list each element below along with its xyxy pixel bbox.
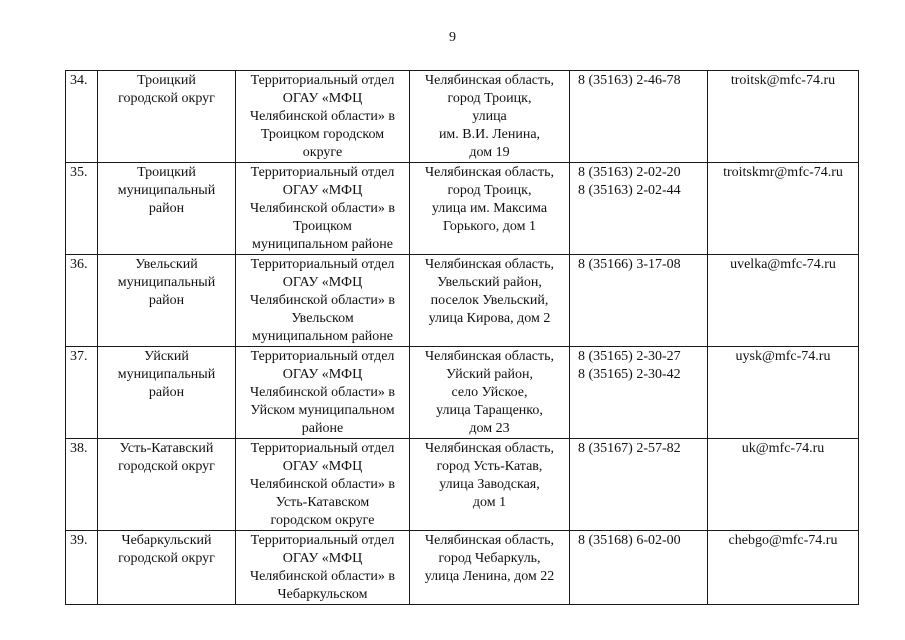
office-line: округе [302,145,343,160]
district-line: городской округ [118,459,215,474]
office-line: Чебаркульском [277,587,368,602]
district-line: Троицкий [137,165,196,180]
email-address: troitsk@mfc-74.ru [730,73,836,88]
office-line: ОГАУ «МФЦ [282,459,363,474]
email-cell [708,347,859,439]
district-line: Усть-Катавский [119,441,214,456]
address-line: Челябинская область, [425,441,554,456]
office-line: ОГАУ «МФЦ [282,551,363,566]
office-line: Территориальный отдел [250,441,395,456]
phone-cell [570,439,708,531]
email-address: uvelka@mfc-74.ru [730,257,836,272]
email-cell [708,439,859,531]
district-line: городской округ [118,91,215,106]
office-line: Территориальный отдел [250,257,395,272]
address-line: улица им. Максима [431,201,548,216]
table-row [66,255,859,347]
phone-cell [570,163,708,255]
office-line: Территориальный отдел [250,165,395,180]
office-line: районе [301,421,344,436]
office-line: ОГАУ «МФЦ [282,183,363,198]
address-line: улица Заводская, [439,477,540,492]
email-address: uysk@mfc-74.ru [735,349,831,364]
office-cell [236,439,410,531]
phone-number: 8 (35165) 2-30-42 [578,367,681,382]
office-line: Челябинской области» в [249,569,396,584]
address-line: город Троицк, [447,91,532,106]
office-line: муниципальном районе [251,237,394,252]
address-line: Горького, дом 1 [443,219,536,234]
phone-number: 8 (35163) 2-46-78 [578,73,681,88]
office-line: городском округе [270,513,375,528]
table-row [66,439,859,531]
phone-number: 8 (35163) 2-02-44 [578,183,681,198]
office-cell [236,71,410,163]
address-line: Челябинская область, [425,533,554,548]
district-line: муниципальный [117,183,216,198]
row-number: 37. [66,347,98,439]
address-line: дом 19 [469,145,510,160]
office-line: Челябинской области» в [249,109,396,124]
district-line: Увельский [135,257,198,272]
district-line: Чебаркульский [121,533,212,548]
district-cell [98,255,236,347]
email-address: uk@mfc-74.ru [741,441,825,456]
office-cell [236,163,410,255]
address-cell [410,439,570,531]
row-number: 39. [66,531,98,605]
table-row [66,71,859,163]
address-line: город Чебаркуль, [438,551,541,566]
office-line: Территориальный отдел [250,533,395,548]
office-cell [236,347,410,439]
office-line: ОГАУ «МФЦ [282,91,363,106]
email-cell [708,71,859,163]
office-line: Челябинской области» в [249,293,396,308]
address-cell [410,347,570,439]
district-line: муниципальный [117,275,216,290]
address-line: дом 1 [472,495,507,510]
district-cell [98,531,236,605]
table-row [66,347,859,439]
row-number: 35. [66,163,98,255]
district-line: Уйский [144,349,189,364]
phone-cell [570,71,708,163]
email-address: chebgo@mfc-74.ru [728,533,838,548]
office-line: муниципальном районе [251,329,394,344]
phone-cell [570,531,708,605]
district-line: Троицкий [137,73,196,88]
district-line: городской округ [118,551,215,566]
address-line: улица Таращенко, [436,403,543,418]
address-line: дом 23 [469,421,510,436]
district-cell [98,439,236,531]
office-line: Троицком городском [260,127,385,142]
office-line: Территориальный отдел [250,349,395,364]
address-line: город Усть-Катав, [436,459,543,474]
phone-number: 8 (35165) 2-30-27 [578,349,681,364]
district-cell [98,71,236,163]
phone-number: 8 (35166) 3-17-08 [578,257,681,272]
address-line: село Уйское, [451,385,528,400]
row-number: 38. [66,439,98,531]
district-line: район [148,293,185,308]
district-cell [98,347,236,439]
phone-number: 8 (35168) 6-02-00 [578,533,681,548]
office-line: Увельском [291,311,354,326]
district-line: муниципальный [117,367,216,382]
table-row [66,531,859,605]
address-line: Челябинская область, [425,165,554,180]
phone-cell [570,347,708,439]
address-line: улица Ленина, дом 22 [424,569,555,584]
address-line: улица Кирова, дом 2 [428,311,551,326]
office-cell [236,255,410,347]
address-line: им. В.И. Ленина, [438,127,541,142]
mfc-offices-table [65,70,859,605]
table-row [66,163,859,255]
address-cell [410,71,570,163]
email-address: troitskmr@mfc-74.ru [723,165,843,180]
address-line: Увельский район, [437,275,542,290]
address-line: Челябинская область, [425,257,554,272]
page-number: 9 [449,30,456,45]
district-cell [98,163,236,255]
phone-number: 8 (35163) 2-02-20 [578,165,681,180]
address-cell [410,255,570,347]
office-line: Челябинской области» в [249,477,396,492]
phone-number: 8 (35167) 2-57-82 [578,441,681,456]
address-line: поселок Увельский, [430,293,549,308]
address-cell [410,163,570,255]
district-line: район [148,201,185,216]
email-cell [708,255,859,347]
office-line: Челябинской области» в [249,201,396,216]
address-line: город Троицк, [447,183,532,198]
address-line: Челябинская область, [425,349,554,364]
office-line: Троицком [293,219,352,234]
email-cell [708,163,859,255]
office-cell [236,531,410,605]
office-line: ОГАУ «МФЦ [282,275,363,290]
row-number: 34. [66,71,98,163]
address-line: Уйский район, [446,367,533,382]
address-line: Челябинская область, [425,73,554,88]
phone-cell [570,255,708,347]
address-line: улица [472,109,507,124]
office-line: Челябинской области» в [249,385,396,400]
row-number: 36. [66,255,98,347]
office-line: Уйском муниципальном [250,403,395,418]
email-cell [708,531,859,605]
office-line: Усть-Катавском [275,495,370,510]
address-cell [410,531,570,605]
office-line: ОГАУ «МФЦ [282,367,363,382]
district-line: район [148,385,185,400]
office-line: Территориальный отдел [250,73,395,88]
